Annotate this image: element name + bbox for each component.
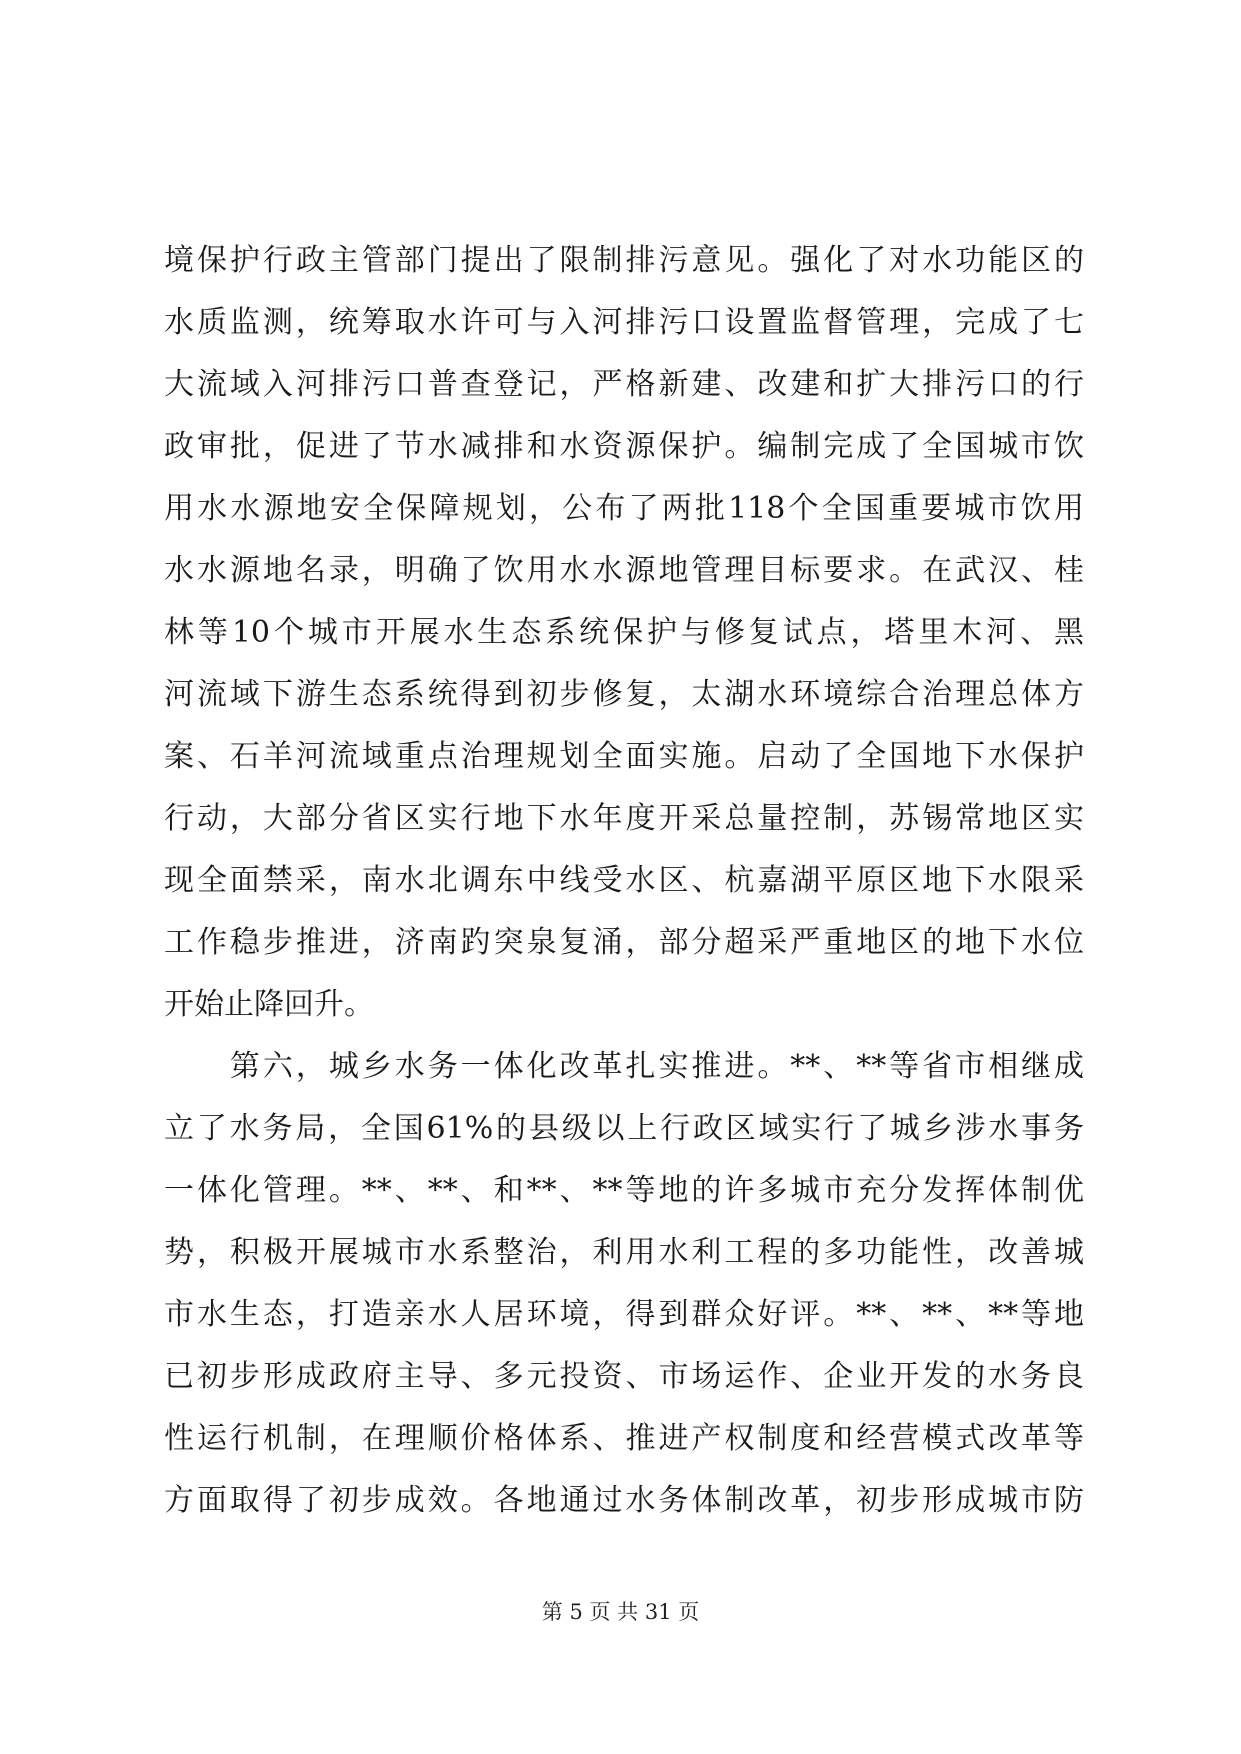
- text-line: 势，积极开展城市水系整治，利用水利工程的多功能性，改善城: [164, 1235, 1084, 1270]
- body-text: [164, 230, 1084, 1532]
- page-number-label: 第 5 页 共 31 页: [541, 1600, 700, 1624]
- text-line: 工作稳步推进，济南趵突泉复涌，部分超采严重地区的地下水位: [164, 925, 1084, 960]
- text-line: 立了水务局，全国61%的县级以上行政区域实行了城乡涉水事务: [164, 1111, 1084, 1146]
- text-line: 境保护行政主管部门提出了限制排污意见。强化了对水功能区的: [164, 243, 1084, 278]
- text-line: 一体化管理。**、**、和**、**等地的许多城市充分发挥体制优: [164, 1173, 1084, 1208]
- text-line: 河流域下游生态系统得到初步修复，太湖水环境综合治理总体方: [164, 677, 1084, 712]
- text-line: 水水源地名录，明确了饮用水水源地管理目标要求。在武汉、桂: [164, 553, 1084, 588]
- text-line: 水质监测，统筹取水许可与入河排污口设置监督管理，完成了七: [164, 305, 1084, 340]
- text-line: 大流域入河排污口普查登记，严格新建、改建和扩大排污口的行: [164, 367, 1084, 402]
- text-line: 性运行机制，在理顺价格体系、推进产权制度和经营模式改革等: [164, 1421, 1084, 1456]
- text-line: 用水水源地安全保障规划，公布了两批118个全国重要城市饮用: [164, 491, 1084, 526]
- text-line: 政审批，促进了节水减排和水资源保护。编制完成了全国城市饮: [164, 429, 1084, 464]
- text-line: 案、石羊河流域重点治理规划全面实施。启动了全国地下水保护: [164, 739, 1084, 774]
- text-line: 行动，大部分省区实行地下水年度开采总量控制，苏锡常地区实: [164, 801, 1084, 836]
- text-line: 方面取得了初步成效。各地通过水务体制改革，初步形成城市防: [164, 1483, 1084, 1518]
- text-line: 现全面禁采，南水北调东中线受水区、杭嘉湖平原区地下水限采: [164, 863, 1084, 898]
- page-footer: [0, 1598, 1241, 1626]
- text-line: 林等10个城市开展水生态系统保护与修复试点，塔里木河、黑: [164, 615, 1084, 650]
- text-line: 开始止降回升。: [164, 987, 374, 1022]
- text-line: 已初步形成政府主导、多元投资、市场运作、企业开发的水务良: [164, 1359, 1084, 1394]
- paragraph-1: [164, 230, 1084, 1036]
- paragraph-2: [164, 1036, 1084, 1532]
- text-line: 第六，城乡水务一体化改革扎实推进。**、**等省市相继成: [164, 1049, 1084, 1084]
- text-line: 市水生态，打造亲水人居环境，得到群众好评。**、**、**等地: [164, 1297, 1084, 1332]
